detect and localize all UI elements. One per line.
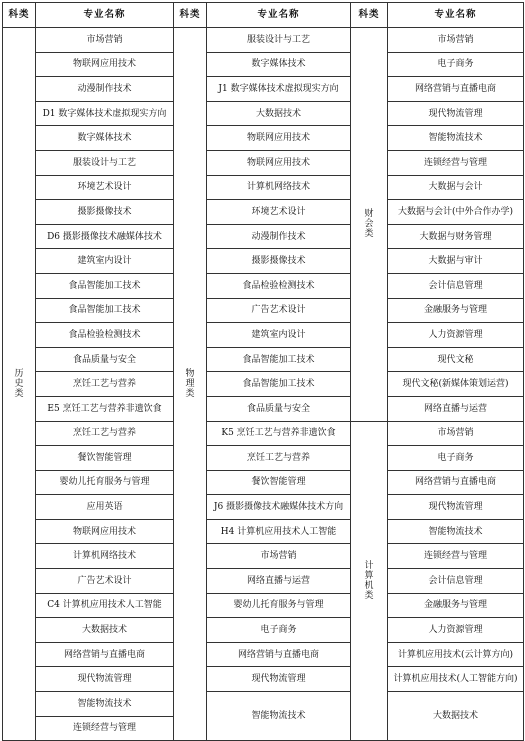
major-cell: 餐饮智能管理: [207, 470, 351, 495]
major-cell: 烹饪工艺与营养: [36, 372, 174, 397]
table-row: [3, 200, 524, 225]
major-cell: 广告艺术设计: [36, 569, 174, 594]
major-cell: 环境艺术设计: [36, 175, 174, 200]
major-cell: 物联网应用技术: [36, 52, 174, 77]
major-cell: 智能物流技术: [36, 692, 174, 717]
major-cell: C4 计算机应用技术人工智能: [36, 593, 174, 618]
major-cell: 市场营销: [388, 28, 524, 53]
major-cell: E5 烹饪工艺与营养非遗饮食: [36, 396, 174, 421]
major-cell: 电子商务: [388, 446, 524, 471]
major-cell: 食品智能加工技术: [36, 273, 174, 298]
major-cell: 餐饮智能管理: [36, 446, 174, 471]
table-row: [3, 667, 524, 692]
table-row: [3, 77, 524, 102]
major-cell: 服装设计与工艺: [207, 28, 351, 53]
major-cell: 建筑室内设计: [36, 249, 174, 274]
major-cell: 现代物流管理: [36, 667, 174, 692]
table-row: [3, 224, 524, 249]
table-row: [3, 495, 524, 520]
table-row: [3, 519, 524, 544]
major-cell: 市场营销: [36, 28, 174, 53]
table-row: [3, 249, 524, 274]
header-category: 科类: [174, 3, 207, 28]
table-row: [3, 446, 524, 471]
major-cell: 大数据技术: [36, 618, 174, 643]
major-cell: D6 摄影摄像技术融媒体技术: [36, 224, 174, 249]
major-cell: 物联网应用技术: [207, 126, 351, 151]
major-cell: 现代文秘: [388, 347, 524, 372]
table-row: [3, 175, 524, 200]
major-cell: 大数据与会计: [388, 175, 524, 200]
major-cell: 电子商务: [388, 52, 524, 77]
table-row: [3, 150, 524, 175]
major-cell: 摄影摄像技术: [207, 249, 351, 274]
header-category: 科类: [3, 3, 36, 28]
major-cell: 计算机网络技术: [36, 544, 174, 569]
major-cell: 网络营销与直播电商: [388, 470, 524, 495]
table-row: [3, 28, 524, 53]
table-row: [3, 52, 524, 77]
major-cell: 动漫制作技术: [207, 224, 351, 249]
major-cell: 食品检验检测技术: [207, 273, 351, 298]
major-cell: 网络直播与运营: [388, 396, 524, 421]
table-row: [3, 347, 524, 372]
major-cell: 计算机网络技术: [207, 175, 351, 200]
major-cell: 大数据与审计: [388, 249, 524, 274]
major-cell: H4 计算机应用技术人工智能: [207, 519, 351, 544]
major-cell: 网络营销与直播电商: [388, 77, 524, 102]
table-row: [3, 421, 524, 446]
major-cell: 摄影摄像技术: [36, 200, 174, 225]
major-cell: 连锁经营与管理: [388, 544, 524, 569]
major-cell: J1 数字媒体技术虚拟现实方向: [207, 77, 351, 102]
table-row: [3, 323, 524, 348]
major-cell: 人力资源管理: [388, 618, 524, 643]
major-cell: 婴幼儿托育服务与管理: [207, 593, 351, 618]
major-cell: 网络直播与运营: [207, 569, 351, 594]
header-major-name: 专业名称: [207, 3, 351, 28]
major-cell: 人力资源管理: [388, 323, 524, 348]
major-cell: 建筑室内设计: [207, 323, 351, 348]
major-cell: 食品智能加工技术: [207, 372, 351, 397]
table-row: [3, 273, 524, 298]
major-cell: 广告艺术设计: [207, 298, 351, 323]
major-cell: 市场营销: [207, 544, 351, 569]
major-cell: 连锁经营与管理: [388, 150, 524, 175]
major-cell: 动漫制作技术: [36, 77, 174, 102]
table-row: [3, 618, 524, 643]
major-cell: 大数据与财务管理: [388, 224, 524, 249]
header-category: 科类: [351, 3, 388, 28]
major-cell: 电子商务: [207, 618, 351, 643]
major-cell: 物联网应用技术: [36, 519, 174, 544]
major-cell: 现代物流管理: [388, 101, 524, 126]
category-cell: 物 理 类: [174, 28, 207, 741]
table-row: [3, 593, 524, 618]
major-cell: 连锁经营与管理: [36, 716, 174, 741]
table-row: [3, 470, 524, 495]
major-cell: 计算机应用技术(云计算方向): [388, 642, 524, 667]
major-cell: 烹饪工艺与营养: [36, 421, 174, 446]
major-cell: 现代文秘(新媒体策划运营): [388, 372, 524, 397]
major-cell: 婴幼儿托育服务与管理: [36, 470, 174, 495]
major-cell: 网络营销与直播电商: [207, 642, 351, 667]
major-cell: 计算机应用技术(人工智能方向): [388, 667, 524, 692]
major-cell: 会计信息管理: [388, 273, 524, 298]
major-cell: 会计信息管理: [388, 569, 524, 594]
major-cell: 数字媒体技术: [207, 52, 351, 77]
category-cell: 财 会 类: [351, 28, 388, 422]
major-cell: 服装设计与工艺: [36, 150, 174, 175]
table-row: [3, 396, 524, 421]
major-cell: 网络营销与直播电商: [36, 642, 174, 667]
major-cell: 应用英语: [36, 495, 174, 520]
major-cell: 金融服务与管理: [388, 593, 524, 618]
major-cell: 智能物流技术: [388, 519, 524, 544]
major-cell: 食品质量与安全: [36, 347, 174, 372]
major-cell: 烹饪工艺与营养: [207, 446, 351, 471]
major-cell: 金融服务与管理: [388, 298, 524, 323]
major-cell: K5 烹饪工艺与营养非遗饮食: [207, 421, 351, 446]
major-cell: 现代物流管理: [207, 667, 351, 692]
category-cell: 历 史 类: [3, 28, 36, 741]
major-cell: 物联网应用技术: [207, 150, 351, 175]
table-row: [3, 642, 524, 667]
major-cell: 食品智能加工技术: [207, 347, 351, 372]
major-cell: 智能物流技术: [207, 692, 351, 741]
major-cell: 食品质量与安全: [207, 396, 351, 421]
majors-table: [2, 2, 524, 741]
table-row: [3, 126, 524, 151]
major-cell: 食品检验检测技术: [36, 323, 174, 348]
major-cell: 大数据技术: [388, 692, 524, 741]
major-cell: 现代物流管理: [388, 495, 524, 520]
header-major-name: 专业名称: [36, 3, 174, 28]
major-cell: 市场营销: [388, 421, 524, 446]
table-row: [3, 298, 524, 323]
table-row: [3, 372, 524, 397]
major-cell: 智能物流技术: [388, 126, 524, 151]
major-cell: J6 摄影摄像技术融媒体技术方向: [207, 495, 351, 520]
header-row: [3, 3, 524, 28]
major-cell: D1 数字媒体技术虚拟现实方向: [36, 101, 174, 126]
major-cell: 食品智能加工技术: [36, 298, 174, 323]
category-cell: 计 算 机 类: [351, 421, 388, 741]
table-row: [3, 569, 524, 594]
header-major-name: 专业名称: [388, 3, 524, 28]
table-row: [3, 544, 524, 569]
major-cell: 数字媒体技术: [36, 126, 174, 151]
major-cell: 大数据与会计(中外合作办学): [388, 200, 524, 225]
table-row: [3, 692, 524, 717]
major-cell: 环境艺术设计: [207, 200, 351, 225]
table-row: [3, 101, 524, 126]
major-cell: 大数据技术: [207, 101, 351, 126]
